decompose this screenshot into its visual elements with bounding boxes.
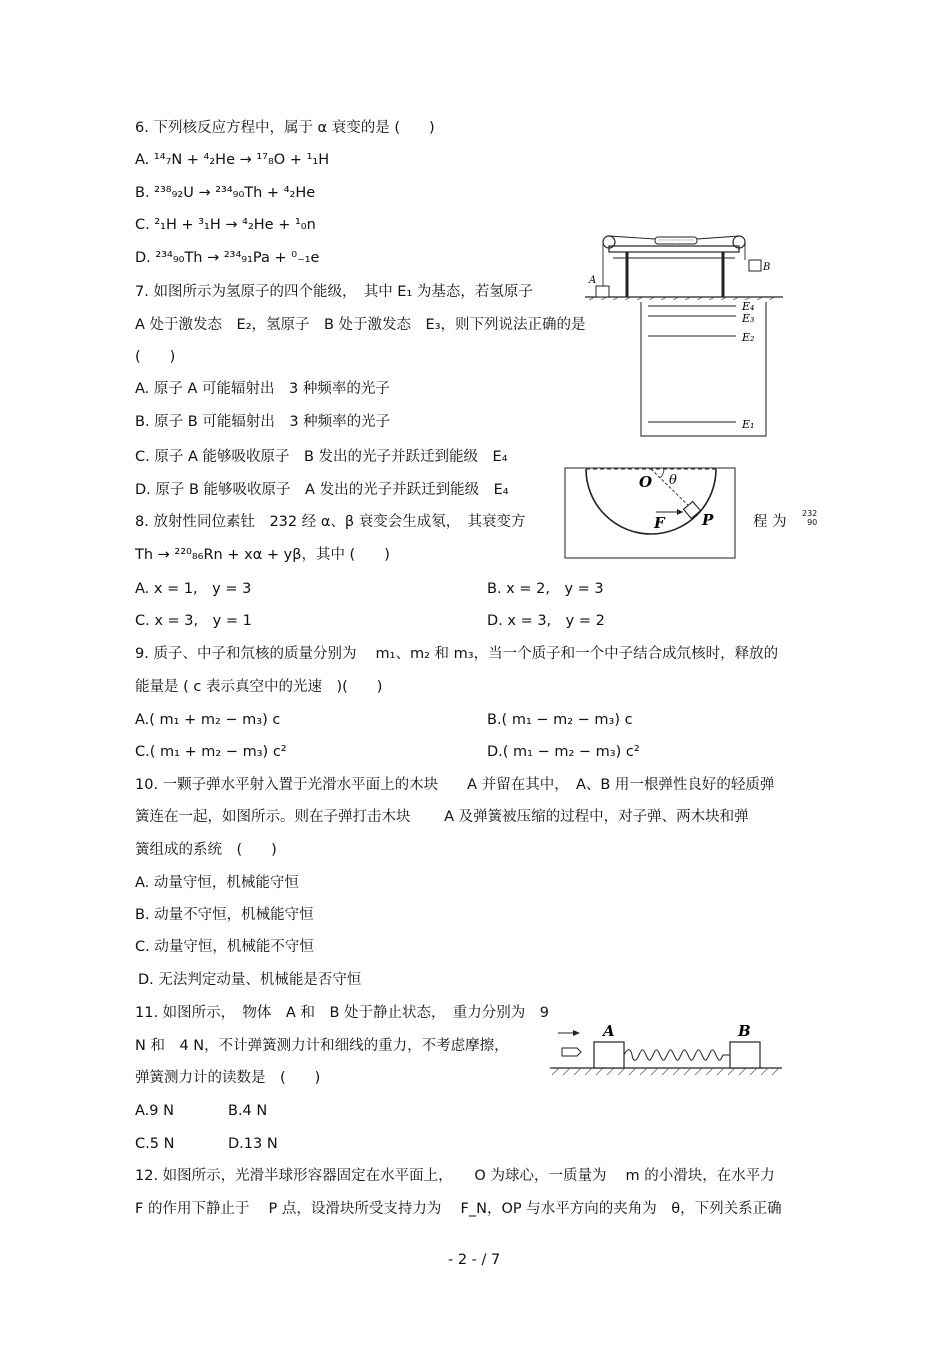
q11-stem-line3: 弹簧测力计的读数是 ( ) xyxy=(135,1070,321,1086)
energy-level-figure xyxy=(640,300,768,438)
q6-option-d: D. ²³⁴₉₀Th → ²³⁴₉₁Pa + ⁰₋₁e xyxy=(135,250,320,266)
q9-option-a: A.( m₁ + m₂ − m₃) c xyxy=(135,712,281,728)
q7-option-a: A. 原子 A 可能辐射出 3 种频率的光子 xyxy=(135,381,390,397)
q8-stem-line1: 8. 放射性同位素钍 232 经 α、β 衰变会生成氡， 其衰变方 xyxy=(135,514,526,530)
q12-stem-line1: 12. 如图所示，光滑半球形容器固定在水平面上， O 为球心，一质量为 m 的小滑块，在水平力 xyxy=(135,1168,775,1184)
q9-stem-line2: 能量是 ( c 表示真空中的光速 )( ) xyxy=(135,679,383,695)
q7-option-b: B. 原子 B 可能辐射出 3 种频率的光子 xyxy=(135,414,391,430)
th232-z: 90 xyxy=(807,518,818,527)
q6-option-b: B. ²³⁸₉₂U → ²³⁴₉₀Th + ⁴₂He xyxy=(135,185,316,201)
q7-stem-line2: A 处于激发态 E₂，氢原子 B 处于激发态 E₃，则下列说法正确的是 xyxy=(135,317,586,333)
th232-nuclide-index xyxy=(802,509,817,527)
q9-option-b: B.( m₁ − m₂ − m₃) c xyxy=(487,712,633,728)
q8-option-a: A. x = 1, y = 3 xyxy=(135,581,252,597)
spring-blocks-figure xyxy=(550,1018,785,1080)
q9-stem-line1: 9. 质子、中子和氘核的质量分别为 m₁、m₂ 和 m₃，当一个质子和一个中子结合成氘核时，释放的 xyxy=(135,646,779,662)
block-b-label: B xyxy=(738,1022,751,1040)
q7-stem-line1: 7. 如图所示为氢原子的四个能级， 其中 E₁ 为基态，若氢原子 xyxy=(135,284,533,300)
q10-option-d: D. 无法判定动量、机械能是否守恒 xyxy=(138,972,362,988)
q8-option-d: D. x = 3, y = 2 xyxy=(487,613,605,629)
page-number: - 2 - / 7 xyxy=(448,1252,501,1268)
q10-stem-line1: 10. 一颗子弹水平射入置于光滑水平面上的木块 A 并留在其中， A、B 用一根弹性良好的轻质弹 xyxy=(135,777,775,793)
q11-option-c: C.5 N xyxy=(135,1136,175,1152)
level-e4: E₄ xyxy=(742,300,755,313)
q7-stem-line3: ( ) xyxy=(135,349,176,365)
q7-option-d: D. 原子 B 能够吸收原子 A 发出的光子并跃迁到能级 E₄ xyxy=(135,482,509,498)
level-e1: E₁ xyxy=(742,418,755,431)
q10-option-c: C. 动量守恒，机械能不守恒 xyxy=(135,939,314,955)
q10-stem-line3: 簧组成的系统 ( ) xyxy=(135,842,277,858)
label-a: A xyxy=(589,275,597,286)
q11-stem-line2: N 和 4 N，不计弹簧测力计和细线的重力，不考虑摩擦， xyxy=(135,1038,509,1054)
q11-option-d: D.13 N xyxy=(228,1136,278,1152)
force-f: F xyxy=(654,514,665,532)
q9-option-c: C.( m₁ + m₂ − m₃) c² xyxy=(135,744,287,760)
q6-option-c: C. ²₁H + ³₁H → ⁴₂He + ¹₀n xyxy=(135,217,316,233)
bowl-figure xyxy=(564,467,736,560)
block-a-label: A xyxy=(603,1022,615,1040)
pulley-table-figure xyxy=(585,228,785,300)
q8-option-c: C. x = 3, y = 1 xyxy=(135,613,252,629)
q10-option-a: A. 动量守恒，机械能守恒 xyxy=(135,875,299,891)
q7-option-c: C. 原子 A 能够吸收原子 B 发出的光子并跃迁到能级 E₄ xyxy=(135,449,508,465)
th232-mass: 232 xyxy=(802,509,818,518)
q8-stem-line1-tail: 程 为 xyxy=(753,514,787,530)
angle-theta: θ xyxy=(669,473,677,488)
q10-option-b: B. 动量不守恒，机械能守恒 xyxy=(135,907,314,923)
level-e2: E₂ xyxy=(742,331,755,344)
q11-stem-line1: 11. 如图所示， 物体 A 和 B 处于静止状态， 重力分别为 9 xyxy=(135,1005,549,1021)
point-p: P xyxy=(702,511,714,529)
q11-option-a: A.9 N xyxy=(135,1103,174,1119)
q8-stem-line2: Th → ²²⁰₈₆Rn + xα + yβ，其中 ( ) xyxy=(135,547,390,563)
q11-option-b: B.4 N xyxy=(228,1103,268,1119)
label-b: B xyxy=(763,262,771,273)
q12-stem-line2: F 的作用下静止于 P 点，设滑块所受支持力为 F_N，OP 与水平方向的夹角为 θ，下列关系正确 xyxy=(135,1201,782,1217)
q8-option-b: B. x = 2, y = 3 xyxy=(487,581,604,597)
q9-option-d: D.( m₁ − m₂ − m₃) c² xyxy=(487,744,640,760)
q6-option-a: A. ¹⁴₇N + ⁴₂He → ¹⁷₈O + ¹₁H xyxy=(135,152,330,168)
q6-stem: 6. 下列核反应方程中，属于 α 衰变的是 ( ) xyxy=(135,120,435,136)
center-o: O xyxy=(639,473,653,491)
level-e3: E₃ xyxy=(742,312,755,325)
q10-stem-line2: 簧连在一起，如图所示。则在子弹打击木块 A 及弹簧被压缩的过程中，对子弹、两木块和弹 xyxy=(135,809,749,825)
